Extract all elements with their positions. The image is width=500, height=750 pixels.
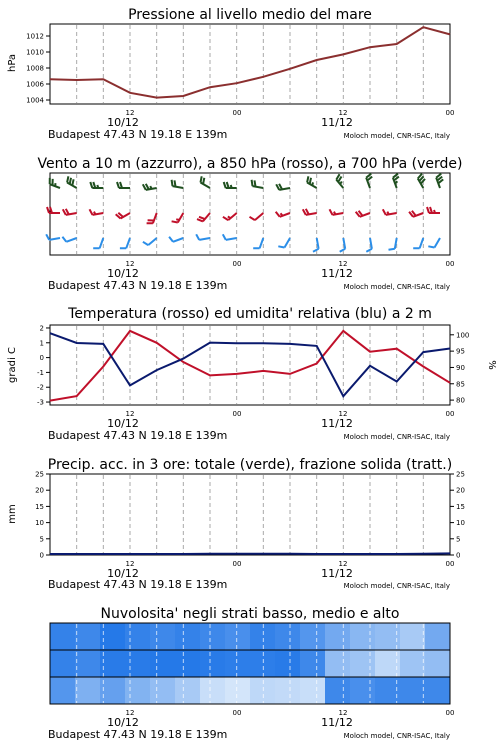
wind-barb: [172, 180, 184, 188]
y-tick-label: 15: [456, 502, 465, 511]
wind-barb-shaft: [153, 213, 157, 223]
wind-barb-shaft: [226, 238, 237, 240]
date-label: 10/12: [107, 116, 139, 129]
y-tick-label: 5: [39, 535, 44, 544]
y-tick-label: 25: [35, 470, 44, 479]
wind-barb-shaft: [255, 213, 263, 220]
wind-barb-feather: [330, 209, 333, 215]
wind-barb: [67, 176, 77, 188]
y-tick-label: 0: [456, 551, 461, 560]
wind-barb: [393, 174, 399, 188]
wind-barb-shaft: [201, 183, 211, 189]
cloud-cell: [350, 623, 376, 650]
date-label: 10/12: [107, 716, 139, 729]
location-label: Budapest 47.43 N 19.18 E 139m: [48, 578, 228, 591]
wind-barb-feather: [172, 221, 178, 222]
cloud-cell: [125, 677, 151, 704]
precipitation-plot-frame: [50, 474, 450, 555]
location-label: Budapest 47.43 N 19.18 E 139m: [48, 429, 228, 442]
wind-barb: [307, 176, 317, 188]
wind-barb: [428, 238, 440, 248]
wind-barb-feather: [46, 234, 49, 240]
x-tick-00: 00: [445, 709, 455, 717]
pressure-y-ticks: [26, 33, 50, 105]
wind-barb-feather: [366, 249, 372, 252]
x-tick-00: 00: [232, 410, 242, 418]
wind-barb: [62, 237, 76, 242]
wind-barb-feather: [201, 176, 202, 182]
cloud-cell: [200, 650, 226, 677]
wind-barb-feather: [90, 182, 92, 188]
wind-barb: [116, 213, 130, 219]
cloud-cell: [275, 650, 301, 677]
wind-barb-feather: [389, 249, 395, 250]
y-tick-label: -1: [37, 368, 44, 377]
wind-barb: [330, 209, 344, 215]
wind-barb: [63, 209, 77, 215]
y-tick-label: -3: [37, 398, 44, 407]
y-tick-label: 5: [456, 535, 461, 544]
wind-barb-feather: [334, 212, 336, 215]
wind-barb: [366, 238, 372, 252]
x-tick-12: 12: [338, 709, 348, 717]
cloud-cell: [150, 623, 176, 650]
cloud-cell: [75, 650, 101, 677]
date-label: 11/12: [321, 716, 353, 729]
wind-barb-feather: [62, 237, 66, 242]
wind-barb: [366, 174, 372, 188]
cloud-cell: [350, 677, 376, 704]
wind-barb-feather: [383, 209, 386, 215]
wind-barb: [169, 237, 183, 242]
wind-panel: [37, 156, 462, 292]
location-label: Budapest 47.43 N 19.18 E 139m: [48, 279, 228, 292]
date-label: 11/12: [321, 417, 353, 430]
y-tick-label: 1006: [26, 80, 44, 89]
wind-barb: [253, 238, 263, 248]
precipitation-y-ticks: [35, 471, 50, 560]
y-tick-label: 1008: [26, 64, 44, 73]
wind-barb: [427, 207, 440, 213]
date-label: 11/12: [321, 567, 353, 580]
y-tick-label: 1004: [26, 96, 44, 105]
wind-barb-shaft: [285, 238, 291, 248]
wind-barb: [197, 213, 210, 221]
y-tick-label: 20: [456, 486, 465, 495]
wind-barb-feather: [387, 212, 389, 215]
wind-barbs: [46, 174, 443, 252]
wind-barb-feather: [427, 207, 429, 213]
wind-barb: [356, 211, 370, 217]
x-tick-12: 12: [125, 709, 135, 717]
x-tick-00: 00: [445, 410, 455, 418]
wind-barb-feather: [47, 207, 49, 213]
precipitation-grid: [77, 475, 424, 554]
humidity-line: [50, 333, 450, 396]
wind-barb-shaft: [148, 238, 157, 245]
date-label: 11/12: [321, 267, 353, 280]
wind-barb-feather: [313, 249, 319, 252]
pressure-line: [50, 27, 450, 97]
temperature-ylabel: gradi C: [7, 347, 18, 383]
wind-barb-shaft: [178, 213, 184, 223]
x-tick-00: 00: [232, 560, 242, 568]
wind-barb: [223, 234, 237, 240]
cloud-cell: [75, 623, 101, 650]
cloud-cell: [125, 650, 151, 677]
y-tick-label: 1010: [26, 48, 44, 57]
temperature-x-axis: [48, 410, 454, 442]
wind-barb-feather: [252, 180, 253, 186]
x-tick-00: 00: [445, 109, 455, 117]
y-tick-label: 95: [456, 347, 465, 356]
cloud-cell: [50, 623, 76, 650]
y-tick-label: 10: [35, 519, 44, 528]
wind-barb-shaft: [420, 238, 424, 248]
humidity-y-ticks: [450, 331, 469, 404]
y-tick-label: 0: [39, 551, 44, 560]
y-tick-label: 2: [39, 324, 44, 333]
wind-barb-feather: [169, 237, 173, 242]
wind-barb-feather: [94, 212, 96, 215]
cloud-cell: [275, 623, 301, 650]
wind-barb: [389, 238, 397, 250]
temperature-plot-frame: [50, 325, 450, 405]
location-label: Budapest 47.43 N 19.18 E 139m: [48, 728, 228, 741]
wind-title: Vento a 10 m (azzurro), a 850 hPa (rosso), a 700 hPa (verde): [37, 156, 463, 172]
wind-barb-feather: [199, 217, 205, 219]
temperature-grid: [77, 326, 424, 404]
cloud-cell: [325, 677, 351, 704]
wind-barb-feather: [250, 217, 255, 220]
wind-barb-shaft: [199, 238, 210, 240]
y-tick-label: 100: [456, 331, 470, 340]
wind-barb: [418, 174, 425, 188]
x-tick-00: 00: [445, 560, 455, 568]
cloud-cell: [300, 677, 326, 704]
wind-barb-feather: [278, 246, 284, 247]
cloud-cell: [425, 623, 451, 650]
x-tick-12: 12: [338, 109, 348, 117]
wind-barb-shaft: [173, 186, 184, 188]
wind-x-axis: [48, 260, 454, 292]
wind-barb: [47, 207, 60, 213]
location-label: Budapest 47.43 N 19.18 E 139m: [48, 128, 228, 141]
y-tick-label: 10: [456, 519, 465, 528]
wind-barb-feather: [72, 179, 73, 185]
y-tick-label: 90: [456, 363, 465, 372]
cloud-cell: [425, 677, 451, 704]
cloud-x-axis: [48, 709, 454, 741]
cloud-cell: [400, 677, 426, 704]
wind-barb-shaft: [126, 238, 130, 248]
precipitation-title: Precip. acc. in 3 ore: totale (verde), frazione solida (tratt.): [47, 457, 453, 473]
y-tick-label: 15: [35, 502, 44, 511]
cloud-cells: [50, 623, 451, 704]
temperature-panel: [7, 306, 497, 442]
date-label: 10/12: [107, 417, 139, 430]
pressure-x-axis: [48, 109, 454, 141]
cloud-cell: [200, 677, 226, 704]
wind-barb-feather: [340, 182, 342, 185]
cloud-cell: [350, 650, 376, 677]
y-tick-label: 20: [35, 486, 44, 495]
wind-barb: [90, 182, 103, 188]
wind-barb-feather: [312, 182, 313, 185]
pressure-plot-frame: [50, 24, 450, 104]
wind-barb: [90, 209, 104, 215]
y-tick-label: 80: [456, 396, 465, 405]
cloud-cell: [325, 650, 351, 677]
wind-barb: [46, 234, 60, 240]
wind-barb: [340, 238, 346, 252]
cloud-cell: [225, 650, 251, 677]
wind-barb-feather: [66, 209, 69, 215]
wind-barb-shaft: [173, 238, 183, 242]
x-tick-12: 12: [338, 260, 348, 268]
wind-barb-feather: [434, 210, 435, 213]
wind-barb-feather: [231, 185, 232, 188]
cloud-cell: [325, 623, 351, 650]
model-credit: Moloch model, CNR-ISAC, Italy: [343, 433, 450, 441]
wind-barb: [117, 182, 130, 188]
cloud-cell: [125, 623, 151, 650]
date-label: 10/12: [107, 267, 139, 280]
wind-barb-feather: [196, 234, 199, 240]
cloud-cell: [425, 650, 451, 677]
wind-barb-feather: [224, 182, 226, 188]
x-tick-12: 12: [338, 560, 348, 568]
wind-barb-feather: [197, 219, 203, 221]
x-tick-00: 00: [445, 260, 455, 268]
wind-barb-feather: [340, 249, 346, 252]
wind-barb: [120, 238, 130, 248]
wind-barb: [409, 211, 423, 217]
y-tick-label: 1012: [26, 32, 44, 41]
wind-barb-feather: [307, 176, 308, 182]
wind-barb: [276, 212, 290, 217]
wind-barb-feather: [306, 209, 309, 215]
x-tick-00: 00: [232, 260, 242, 268]
wind-barb-feather: [175, 180, 176, 186]
wind-barb-feather: [97, 185, 98, 188]
cloud-cell: [175, 650, 201, 677]
wind-barb: [143, 184, 157, 190]
wind-barb-shaft: [203, 213, 210, 221]
pressure-ylabel: hPa: [7, 53, 18, 73]
date-label: 10/12: [107, 567, 139, 580]
precipitation-panel: [7, 457, 465, 591]
cloud-cell: [275, 677, 301, 704]
cloud-cell: [200, 623, 226, 650]
y-tick-label: 1: [39, 339, 44, 348]
wind-barb-feather: [117, 182, 119, 188]
wind-barb: [252, 180, 264, 188]
cloud-title: Nuvolosita' negli strati basso, medio e alto: [100, 606, 400, 622]
wind-barb-shaft: [260, 238, 264, 248]
wind-barb: [303, 209, 317, 215]
humidity-ylabel: %: [486, 360, 497, 370]
cloud-cell: [50, 650, 76, 677]
y-tick-label: -2: [37, 383, 44, 392]
y-tick-label: 85: [456, 380, 465, 389]
y-tick-label: 25: [456, 470, 465, 479]
x-tick-00: 00: [232, 709, 242, 717]
wind-barb-feather: [255, 180, 256, 186]
cloud-cell: [75, 677, 101, 704]
wind-barb-feather: [90, 209, 93, 215]
wind-barb: [276, 184, 290, 190]
cloud-cell: [225, 623, 251, 650]
model-credit: Moloch model, CNR-ISAC, Italy: [343, 283, 450, 291]
wind-barb-feather: [176, 219, 179, 220]
wind-barb-feather: [228, 217, 231, 219]
cloud-cell: [150, 677, 176, 704]
date-label: 11/12: [321, 116, 353, 129]
wind-barb-feather: [428, 246, 434, 247]
wind-barb: [224, 182, 237, 188]
x-tick-12: 12: [125, 560, 135, 568]
wind-barb: [250, 213, 264, 220]
x-tick-12: 12: [125, 410, 135, 418]
temperature-title: Temperatura (rosso) ed umidita' relativa (blu) a 2 m: [68, 306, 432, 322]
cloud-panel: [48, 606, 454, 741]
wind-barb-feather: [146, 184, 149, 190]
wind-barb-feather: [203, 178, 204, 184]
wind-barb: [201, 176, 211, 188]
y-tick-label: 0: [39, 354, 44, 363]
x-tick-00: 00: [232, 109, 242, 117]
precipitation-ylabel: mm: [7, 504, 18, 524]
wind-barb: [413, 238, 423, 248]
wind-barb: [147, 213, 157, 223]
wind-barb-feather: [70, 178, 71, 184]
model-credit: Moloch model, CNR-ISAC, Italy: [343, 732, 450, 740]
cloud-cell: [250, 623, 276, 650]
cloud-cell: [250, 677, 276, 704]
wind-barb: [313, 238, 319, 252]
wind-barb-feather: [63, 209, 66, 215]
pressure-panel: [7, 7, 454, 141]
cloud-cell: [225, 677, 251, 704]
temperature-y-ticks: [37, 324, 50, 406]
wind-barb: [50, 178, 60, 188]
precipitation-x-axis: [48, 560, 454, 591]
wind-barb-feather: [143, 184, 146, 190]
wind-barb-feather: [223, 234, 226, 240]
wind-barb: [143, 238, 157, 245]
cloud-cell: [250, 650, 276, 677]
model-credit: Moloch model, CNR-ISAC, Italy: [343, 132, 450, 140]
cloud-cell: [150, 650, 176, 677]
cloud-cell: [400, 650, 426, 677]
wind-barb-feather: [150, 186, 152, 189]
cloud-cell: [175, 677, 201, 704]
pressure-title: Pressione al livello medio del mare: [128, 7, 372, 23]
wind-barb-shaft: [253, 186, 264, 188]
precipitation-y-ticks-right: [450, 471, 465, 560]
wind-barb-shaft: [66, 238, 76, 242]
wind-barb-feather: [303, 209, 306, 215]
wind-barb: [223, 213, 237, 220]
wind-barb: [436, 174, 443, 188]
wind-barb-feather: [67, 176, 68, 182]
model-credit: Moloch model, CNR-ISAC, Italy: [343, 582, 450, 590]
wind-barb: [196, 234, 210, 240]
cloud-cell: [300, 623, 326, 650]
cloud-cell: [400, 623, 426, 650]
wind-barb: [93, 238, 103, 248]
wind-barb: [383, 209, 397, 215]
temperature-line: [50, 331, 450, 401]
x-tick-12: 12: [125, 260, 135, 268]
x-tick-12: 12: [338, 410, 348, 418]
wind-barb-feather: [310, 178, 311, 184]
cloud-cell: [175, 623, 201, 650]
wind-barb-shaft: [100, 238, 104, 248]
wind-barb: [172, 213, 184, 223]
cloud-cell: [50, 677, 76, 704]
precipitation-line: [50, 553, 450, 554]
wind-barb-feather: [276, 212, 280, 217]
cloud-cell: [300, 650, 326, 677]
wind-barb-shaft: [435, 238, 441, 248]
wind-barb-feather: [143, 242, 148, 245]
wind-barb-feather: [172, 180, 173, 186]
wind-barb: [336, 174, 343, 188]
x-tick-12: 12: [125, 109, 135, 117]
wind-barb-shaft: [49, 238, 60, 240]
wind-barb: [278, 238, 290, 248]
